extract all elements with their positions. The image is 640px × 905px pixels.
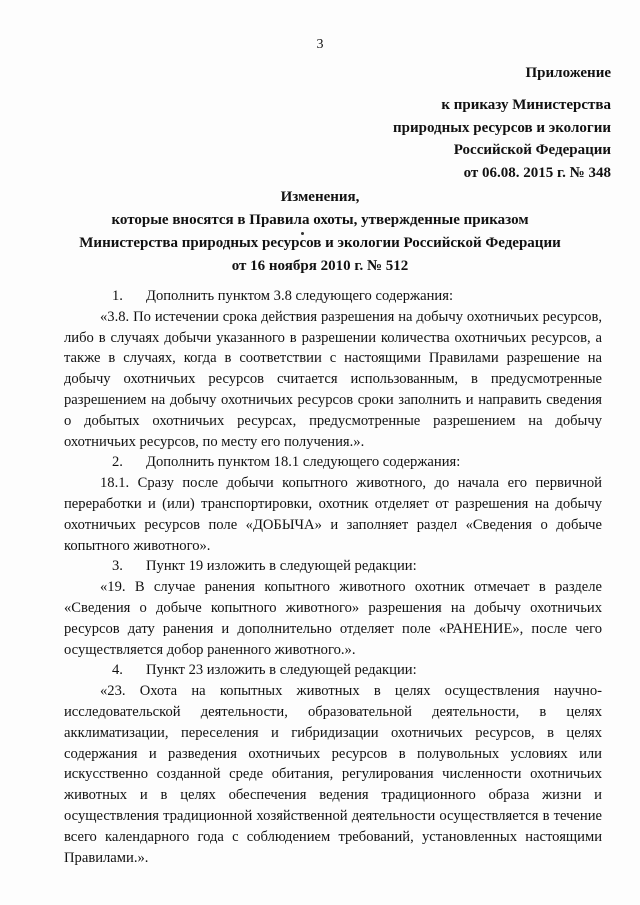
item-1-instruction	[64, 286, 602, 307]
document-heading	[40, 186, 600, 278]
item-instruction-text: Дополнить пунктом 3.8 следующего содержания:	[146, 288, 453, 304]
item-instruction-text: Пункт 19 изложить в следующей редакции:	[146, 558, 417, 575]
item-2-instruction	[64, 452, 602, 473]
item-3-instruction	[64, 556, 602, 577]
appendix-block	[393, 94, 611, 184]
item-number: 4.	[112, 662, 123, 679]
appendix-title: Приложение	[525, 65, 611, 81]
appendix-line: Российской Федерации	[453, 142, 611, 158]
item-number: 2.	[112, 454, 123, 471]
item-instruction-text: Пункт 23 изложить в следующей редакции:	[146, 662, 417, 679]
heading-line: Изменения,	[280, 189, 360, 205]
scan-speck	[301, 232, 304, 235]
heading-line: которые вносятся в Правила охоты, утвержденные приказом	[111, 212, 529, 228]
heading-line: Министерства природных ресурсов и экологии Российской Федерации	[79, 235, 561, 251]
document-body	[64, 286, 602, 868]
item-number: 3.	[112, 558, 123, 575]
item-4-instruction	[64, 660, 602, 681]
item-3-text: «19. В случае ранения копытного животного охотник отмечает в разделе «Сведения о добыче копытного животного» разрешения на добычу охотничьих ресурсов дату ранения и дополнительно отделяет поле «РАНЕНИЕ», после чего осуществляется добор раненного животного.».	[64, 579, 602, 658]
heading-line: от 16 ноября 2010 г. № 512	[231, 258, 409, 274]
appendix-line: природных ресурсов и экологии	[393, 119, 611, 136]
appendix-line: от 06.08. 2015 г. № 348	[463, 164, 611, 181]
appendix-line: к приказу Министерства	[441, 97, 611, 113]
item-4-text: «23. Охота на копытных животных в целях осуществления научно-исследовательской деятельности, образовательной деятельности, в целях акклиматизации, переселения и гибридизации охотничьих ресурсов, в целях содержания и разведения охотничьих ресурсов в полувольных условиях или искусственно созданной среде обитания, регулирования численности охотничьих животных и в целях обеспечения ведения традиционного образа жизни и осуществления традиционной хозяйственной деятельности осуществляется в течение всего календарного года с соблюдением требований, установленных настоящими Правилами.».	[64, 683, 602, 866]
item-number: 1.	[112, 288, 123, 304]
item-1-text: «3.8. По истечении срока действия разрешения на добычу охотничьих ресурсов, либо в случаях добычи указанного в разрешении количества охотничьих ресурсов, а также в случаях, когда в соответствии с настоящими Правилами разрешение на добычу охотничьих ресурсов считается использованным, в предусмотренные разрешением на добычу охотничьих ресурсов сроки заполнить и направить сведения о добытых охотничьих ресурсах, предусмотренные разрешением на добычу охотничьих ресурсов, по месту его получения.».	[64, 308, 602, 450]
item-2-text: 18.1. Сразу после добычи копытного животного, до начала его первичной переработки и (или) транспортировки, охотник отделяет от разрешения на добычу охотничьих ресурсов поле «ДОБЫЧА» и заполняет раздел «Сведения о добыче копытного животного».	[64, 475, 602, 554]
page-number: 3	[316, 37, 324, 52]
item-instruction-text: Дополнить пунктом 18.1 следующего содержания:	[146, 454, 461, 471]
